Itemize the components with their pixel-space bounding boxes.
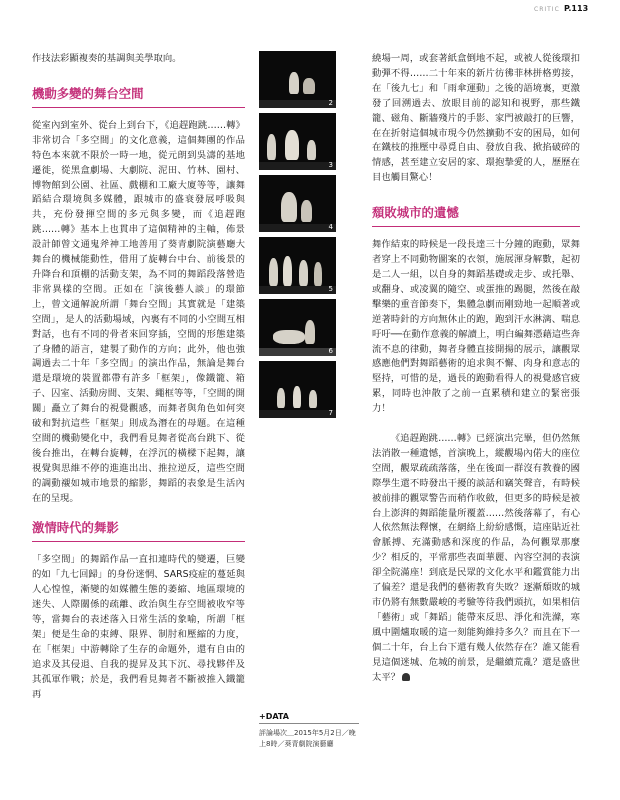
section-title-passionate-era: 激情時代的舞影 — [32, 521, 245, 542]
closing-paragraph — [372, 432, 580, 685]
opening-paragraph: 作技法彩顯複奏的基調與美學取向。 — [32, 53, 182, 64]
article-column-left — [32, 52, 245, 760]
performance-photo — [259, 361, 336, 418]
article-column-right — [372, 52, 580, 792]
header-section-label: CRITIC — [534, 6, 560, 13]
photo-number: 3 — [328, 160, 333, 169]
performance-photo — [259, 175, 336, 232]
continuation-paragraph: 繞場一周，或套著紙盒倒地不起，或被人從後環扣動彈不得……二十年來的新片彷彿菲林拼格剪接，在「後九七」和「雨傘運動」之後的語境裏，更激發了回溯過去、放眼目前的認知和視野，那些鐵籠、磁角、斷牆殘片的手影、家門被敲打的巨響，在在折射這個城市現今仍然擴動不安的困局，如何在鐵枝的推壓中尋覓自由、發放自我、掀掐破碎的情感，甚至建立安居的家、環抱摯愛的人，歷歷在目也觸目驚心！ — [372, 53, 580, 184]
data-box-details: 評論場次＿2015年5月2日／晚上8時／葵青劇院演藝廳 — [259, 729, 356, 748]
photo-number: 2 — [328, 98, 333, 107]
performance-data-box — [259, 712, 359, 750]
performance-photo — [259, 113, 336, 170]
section-body-declining-city: 舞作結束的時候是一段長達三十分鐘的跑動，眾舞者穿上不同動物圖案的衣領，施展渾身解數，起初是二人一組，以自身的舞蹈基礎或走步、或托舉、或翻身、或凌翼的隨空、或蛋推的踢腿，然後在敲擊樂的重音節奏下，集體急劇而剛勁地一起順著或逆著時針的方向無休止的跑，跑到汗水淋漓、喘息吁吁──在動作意義的解讀上，明白編舞憑藉這些奔流不息的律動，舞者身體直接開揚的展示，讓觀眾感應他們對舞蹈藝術的追求與不懈、肉身和意志的堅持，可惜的是，過長的跑動看得人的視覺感官疲累，同時也沖散了之前一直累積和建立的緊密張力！ — [372, 239, 580, 415]
photo-number: 4 — [328, 222, 333, 231]
section-body-stage-space: 從室內到室外、從台上到台下，《追趕跑跳……轉》非常切合「多空間」的文化意義，這個舞團的作品特色本來就不限於一時一地，從元朗到吳濤的基地遷徙，從黑盒劇場、大劇院、泥田、竹林、園村、博物館到公園、社區、戲棚和工廠大廈等等，讓舞蹈結合環境與多媒體，跟城市的盛衰發展呼吸與共，充份發揮空間的多元與多變，而《追趕跑跳……轉》基本上也貫串了這個精神的主軸，佈景設計師曾文通鬼斧神工地善用了葵青劇院演藝廳大舞台的機械能動性，借用了旋轉台中台、前後景的升降台和頂棚的活動支架，為不同的舞蹈段落營造非常異樣的空間。正如在「演後藝人談」的環節上，曾文通解說所謂「舞台空間」其實就是「建築空間」，是人的活動場域，內裏有不同的小空間互相對話，也有不同的骨者來回穿插，空間的形態建築了身體的語言，建製了動作的方向；此外，他也強調過去二十年「多空間」的演出作品，無論是舞台還是環境的裝置都帶有許多「框架」，像鐵籠、箱子、囚室、活動房間、支架、繩框等等，「空間的開關」矗立了舞台的視覺觀感，而舞者與角色如何突破和對抗這些「框架」則成為潛在的母題。在這種空間的機動變化中，我們看見舞者從高台跳下、從後台推出，在轉台旋轉，在浮沉的橫樑下起舞，讓視覺與思維不停的進進出出、推拉逆反，這些空間的調動襯如城市地景的縮影，舞蹈的表象是生活內在的呈現。 — [32, 119, 245, 504]
performance-photo — [259, 299, 336, 356]
end-mark-icon — [402, 673, 410, 681]
performance-photo — [259, 237, 336, 294]
page-number: P.113 — [564, 4, 589, 13]
section-title-declining-city: 頹敗城市的遺憾 — [372, 206, 580, 227]
performance-photo — [259, 51, 336, 108]
photo-number: 7 — [328, 408, 333, 417]
section-body-passionate-era: 「多空間」的舞蹈作品一直扣連時代的變遷，巨變的如「九七回歸」的身份迷惘、SARS疫症的蔓延與人心惶惶，漸變的如媒體生態的萎縮、地區環境的迷失、人際關係的疏離、政治與生存空間被收窄等等，當舞台的表述落入日常生活的象喻，所謂「框架」便是生命的束縛、限界、制肘和壓縮的力度，在「框架」中游轉除了生存的命題外，還有自由的追求及其侵退、自我的提昇及其下沉、尋找夥伴及其孤軍作戰；於是，我們看見舞者不斷被推入鐵籠再 — [32, 554, 245, 700]
section-title-stage-space: 機動多變的舞台空間 — [32, 87, 245, 108]
photo-number: 5 — [328, 284, 333, 293]
data-box-title: +DATA — [259, 712, 359, 724]
photo-number: 6 — [328, 346, 333, 355]
closing-paragraph-text: 《追趕跑跳……轉》已經演出完畢，但仍然無法消散一種遺憾，首演晚上，縱觀場內偌大的座位空間，觀眾疏疏落落，坐在後面一群沒有教養的國際學生還不時發出干擾的談話和竊笑聲音，有時候被前排的觀眾警告而稍作收斂，但更多的時候是被台上澎湃的舞蹈能量所覆蓋……然後落幕了，有心人依然無法釋懷，在網絡上紛紛感慨，這座貼近社會脈搏、充滿動感和深度的作品，為何觀眾那麼少？相反的，平常那些表面華麗、內容空洞的表演卻全院滿座！到底是民眾的文化水平和鑑賞能力出了偏差？還是我們的藝術教育失敗？逐漸頹敗的城市仍將有無數嚴峻的考驗等待我們頭抗，如果相信「藝術」或「舞蹈」能帶來反思、淨化和洗滌，寒風中圍爐取暖的這一刻能夠維持多久？而且在下一個二十年，台上台下還有幾人依然存在？誰又能看見這個迷城、危城的前景，是繼續荒亂？還是盛世太平？ — [372, 433, 580, 683]
photo-strip — [259, 51, 336, 478]
